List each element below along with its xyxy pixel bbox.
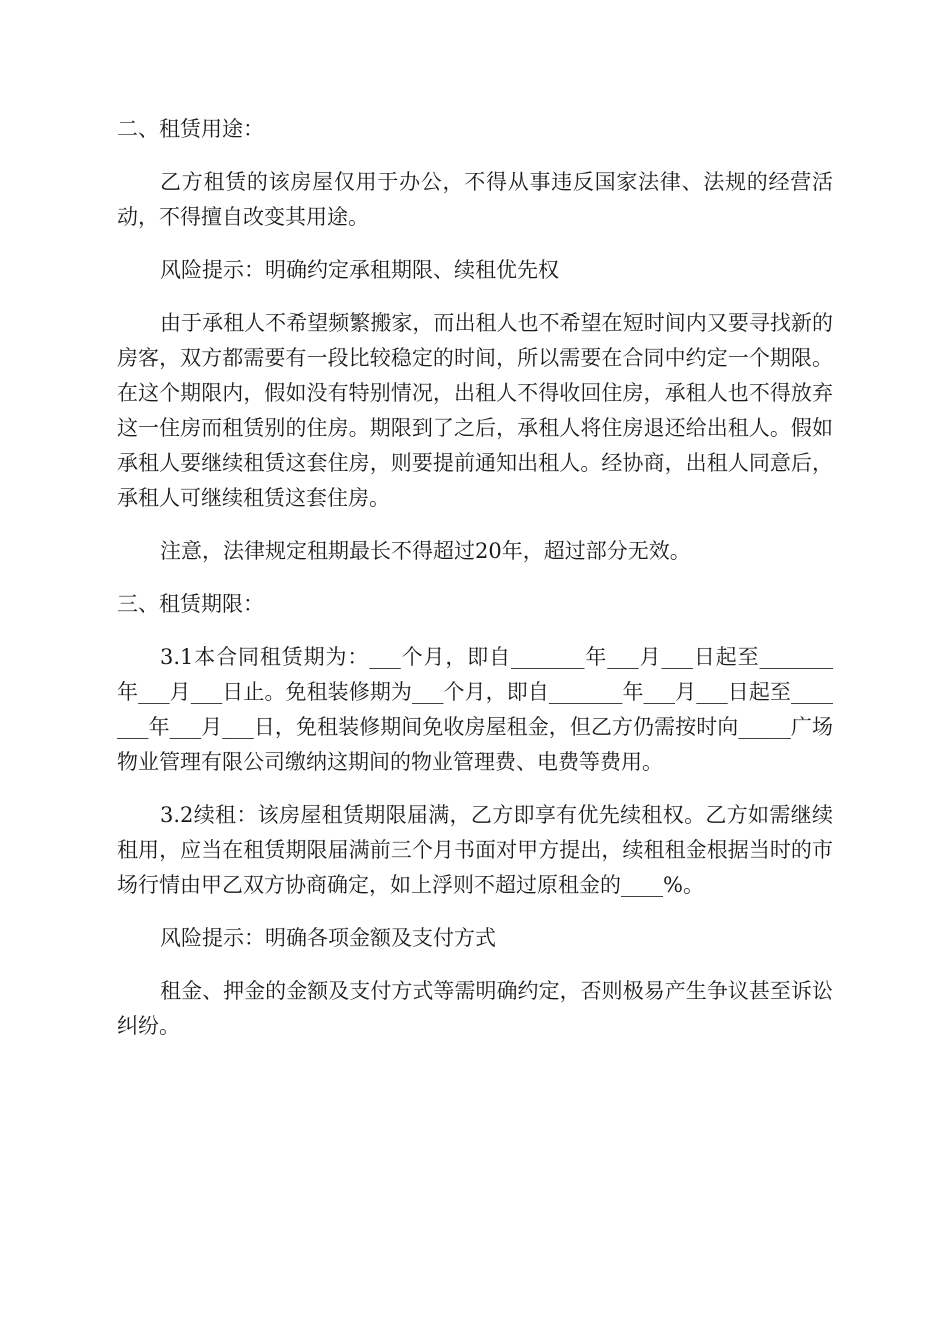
risk-tip-payment-title: 风险提示：明确各项金额及支付方式 xyxy=(160,926,496,950)
section-3-heading: 三、租赁期限： xyxy=(117,592,264,616)
section-2-body: 乙方租赁的该房屋仅用于办公，不得从事违反国家法律、法规的经营活动，不得擅自改变其用途。 xyxy=(117,170,833,229)
clause-3-1: 3.1本合同租赁期为：___个月，即自_______年___月___日起至_______年___月___日止。免租装修期为___个月，即自_______年___月___日起至_______年___月___日，免租装修期间免收房屋租金，但乙方仍需按时向_____广场物业管理有限公司缴纳这期间的物业管理费、电费等费用。 xyxy=(117,645,833,774)
risk-tip-lease-term-title: 风险提示：明确约定承租期限、续租优先权 xyxy=(160,258,559,282)
section-2-heading: 二、租赁用途： xyxy=(117,117,264,141)
risk-tip-payment-body: 租金、押金的金额及支付方式等需明确约定，否则极易产生争议甚至诉讼纠纷。 xyxy=(117,979,833,1038)
risk-tip-lease-term-body: 由于承租人不希望频繁搬家，而出租人也不希望在短时间内又要寻找新的房客，双方都需要有一段比较稳定的时间，所以需要在合同中约定一个期限。在这个期限内，假如没有特别情况，出租人不得收回住房，承租人也不得放弃这一住房而租赁别的住房。期限到了之后，承租人将住房退还给出租人。假如承租人要继续租赁这套住房，则要提前通知出租人。经协商，出租人同意后，承租人可继续租赁这套住房。 xyxy=(117,311,833,510)
legal-note: 注意，法律规定租期最长不得超过20年，超过部分无效。 xyxy=(160,539,691,563)
clause-3-2: 3.2续租：该房屋租赁期限届满，乙方即享有优先续租权。乙方如需继续租用，应当在租赁期限届满前三个月书面对甲方提出，续租租金根据当时的市场行情由甲乙双方协商确定，如上浮则不超过原租金的____%。 xyxy=(117,803,833,897)
document-page xyxy=(117,112,833,1062)
